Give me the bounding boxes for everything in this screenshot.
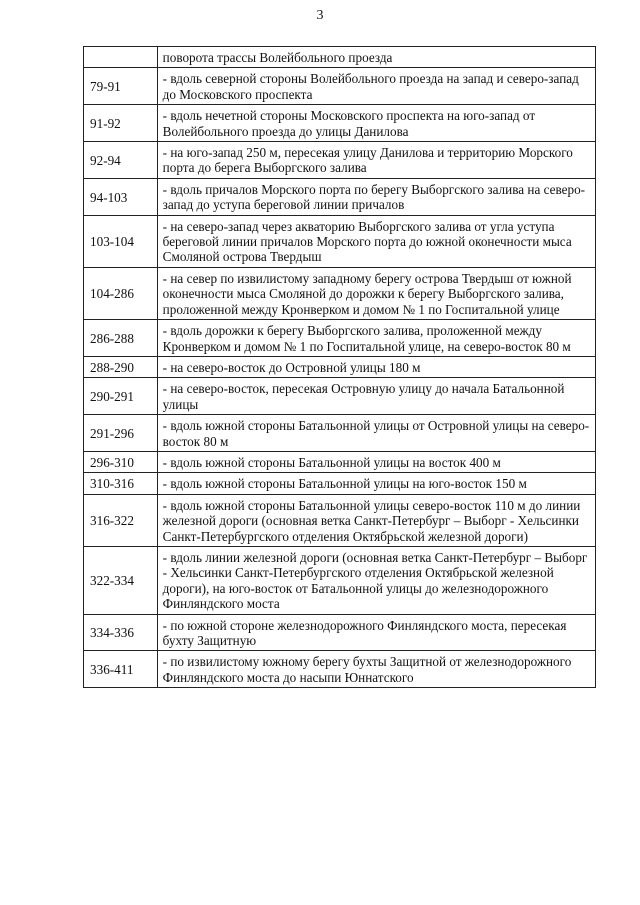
segment-cell: 336-411	[84, 651, 158, 688]
segment-cell: 104-286	[84, 267, 158, 319]
description-cell: - вдоль южной стороны Батальонной улицы от Островной улицы на северо-восток 80 м	[157, 415, 595, 452]
description-cell: - на северо-восток до Островной улицы 180 м	[157, 356, 595, 377]
segment-cell: 94-103	[84, 178, 158, 215]
description-cell: - вдоль причалов Морского порта по берегу Выборгского залива на северо-запад до уступа береговой линии причалов	[157, 178, 595, 215]
segment-cell: 296-310	[84, 451, 158, 472]
table-row	[84, 473, 596, 494]
table-row	[84, 105, 596, 142]
segment-cell: 322-334	[84, 546, 158, 614]
segment-cell: 91-92	[84, 105, 158, 142]
description-cell: - вдоль нечетной стороны Московского проспекта на юго-запад от Волейбольного проезда до улицы Данилова	[157, 105, 595, 142]
description-cell: - на северо-восток, пересекая Островную улицу до начала Батальонной улицы	[157, 378, 595, 415]
segment-cell: 334-336	[84, 614, 158, 651]
table-row	[84, 494, 596, 546]
table-row	[84, 267, 596, 319]
segment-cell: 291-296	[84, 415, 158, 452]
route-table	[83, 46, 596, 688]
segment-cell: 79-91	[84, 68, 158, 105]
table-row	[84, 378, 596, 415]
table-row	[84, 651, 596, 688]
table-row	[84, 178, 596, 215]
description-cell: - вдоль южной стороны Батальонной улицы северо-восток 110 м до линии железной дороги (основная ветка Санкт-Петербург – Выборг - Хельсинки Санкт-Петербургского отделения Октябрьской железной дороги)	[157, 494, 595, 546]
description-cell: - вдоль линии железной дороги (основная ветка Санкт-Петербург – Выборг - Хельсинки Санкт-Петербургского отделения Октябрьской железной дороги), на юго-восток от Батальонной улицы до железнодорожного Финляндского моста	[157, 546, 595, 614]
table-row	[84, 68, 596, 105]
table-row	[84, 47, 596, 68]
description-cell: - по южной стороне железнодорожного Финляндского моста, пересекая бухту Защитную	[157, 614, 595, 651]
table-row	[84, 451, 596, 472]
description-cell: - на северо-запад через акваторию Выборгского залива от угла уступа береговой линии причалов Морского порта до южной оконечности мыса Смоляной острова Твердыш	[157, 215, 595, 267]
segment-cell: 316-322	[84, 494, 158, 546]
description-cell: - вдоль южной стороны Батальонной улицы на юго-восток 150 м	[157, 473, 595, 494]
description-cell: - на юго-запад 250 м, пересекая улицу Данилова и территорию Морского порта до берега Выборгского залива	[157, 142, 595, 179]
segment-cell: 92-94	[84, 142, 158, 179]
table-row	[84, 356, 596, 377]
table-row	[84, 415, 596, 452]
segment-cell: 310-316	[84, 473, 158, 494]
segment-cell: 290-291	[84, 378, 158, 415]
table-row	[84, 614, 596, 651]
description-cell: - вдоль дорожки к берегу Выборгского залива, проложенной между Кронверком и домом № 1 по Госпитальной улице, на северо-восток 80 м	[157, 320, 595, 357]
description-cell: - вдоль южной стороны Батальонной улицы на восток 400 м	[157, 451, 595, 472]
route-table-body	[84, 47, 596, 688]
table-row	[84, 142, 596, 179]
table-row	[84, 320, 596, 357]
description-cell: - на север по извилистому западному берегу острова Твердыш от южной оконечности мыса Смоляной до дорожки к берегу Выборгского залива, проложенной между Кронверком и домом № 1 по Госпитальной улице	[157, 267, 595, 319]
segment-cell: 286-288	[84, 320, 158, 357]
description-cell: - по извилистому южному берегу бухты Защитной от железнодорожного Финляндского моста до насыпи Юннатского	[157, 651, 595, 688]
segment-cell: 288-290	[84, 356, 158, 377]
description-cell: поворота трассы Волейбольного проезда	[157, 47, 595, 68]
description-cell: - вдоль северной стороны Волейбольного проезда на запад и северо-запад до Московского проспекта	[157, 68, 595, 105]
segment-cell	[84, 47, 158, 68]
page-number: 3	[316, 8, 324, 23]
segment-cell: 103-104	[84, 215, 158, 267]
table-row	[84, 215, 596, 267]
table-row	[84, 546, 596, 614]
